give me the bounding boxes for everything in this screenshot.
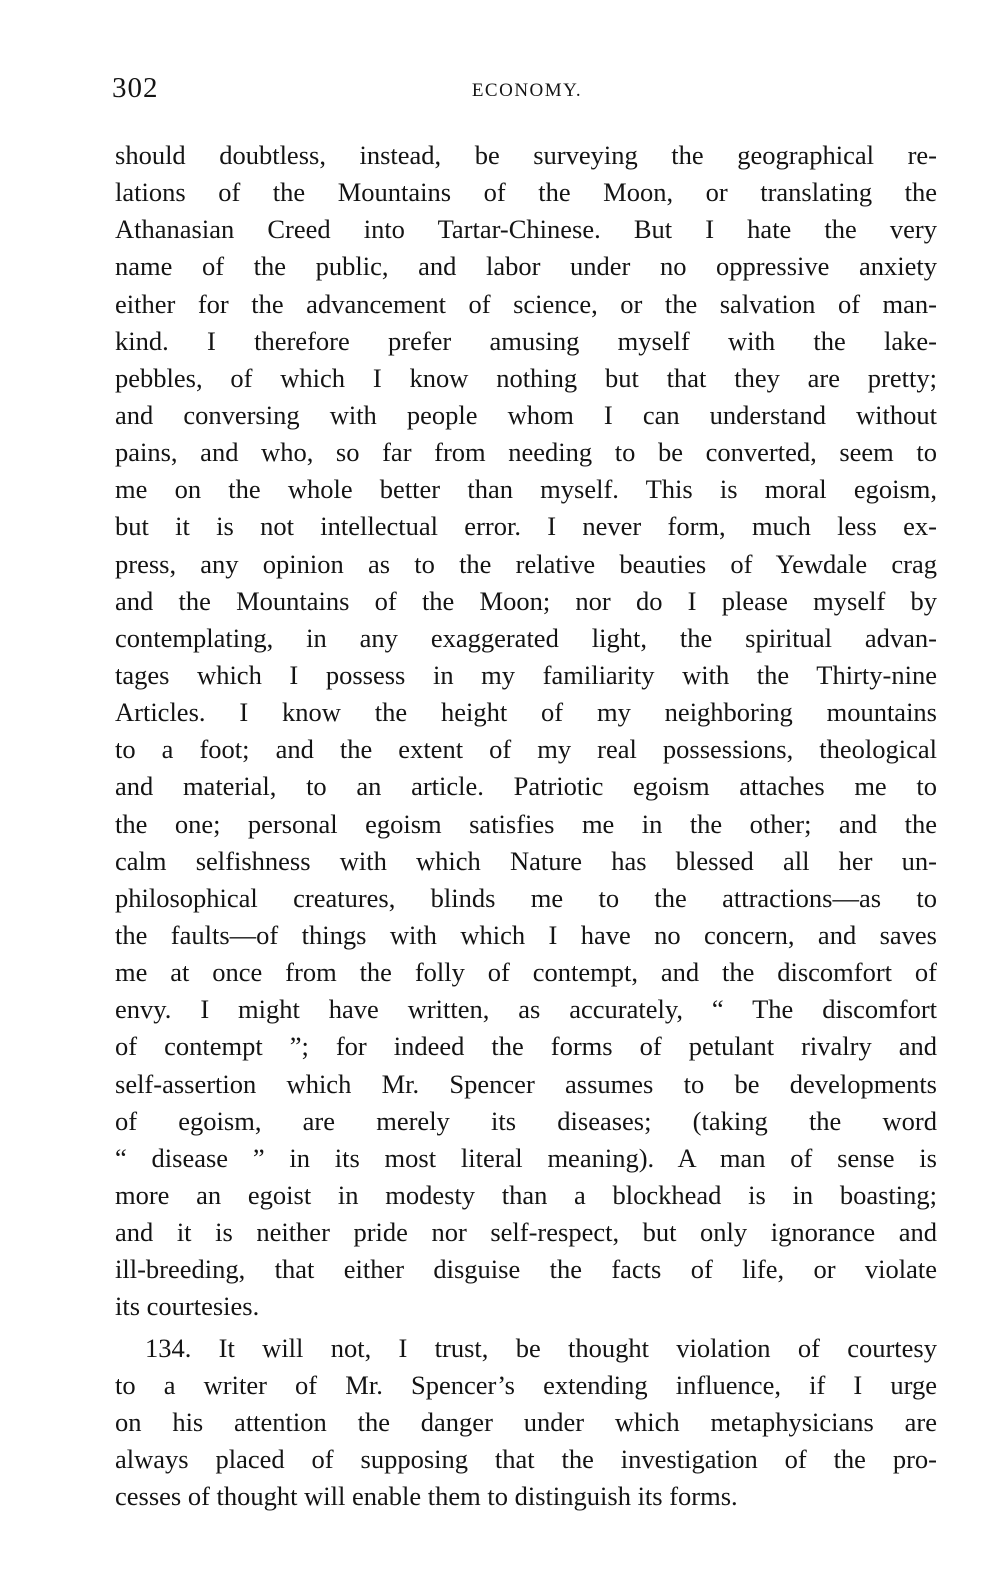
text-line: pains, and who, so far from needing to be converted, seem to (115, 437, 937, 468)
paragraph-1 (115, 137, 937, 1326)
text-line: ill-breeding, that either disguise the facts of life, or violate (115, 1254, 937, 1285)
text-line: and it is neither pride nor self-respect, but only ignorance and (115, 1217, 937, 1248)
text-line: of egoism, are merely its diseases; (taking the word (115, 1105, 937, 1136)
page-header (112, 72, 942, 112)
page-number: 302 (112, 72, 159, 104)
text-line: kind. I therefore prefer amusing myself with the lake- (115, 325, 937, 356)
text-line: me at once from the folly of contempt, and the discomfort of (115, 957, 937, 988)
text-line: pebbles, of which I know nothing but that they are pretty; (115, 362, 937, 393)
body-text (115, 137, 937, 1515)
text-line: Athanasian Creed into Tartar-Chinese. But I hate the very (115, 214, 937, 245)
text-line: always placed of supposing that the investigation of the pro- (115, 1443, 937, 1474)
text-line: envy. I might have written, as accurately, “ The discomfort (115, 994, 937, 1025)
text-line: either for the advancement of science, or the salvation of man- (115, 288, 937, 319)
text-line: me on the whole better than myself. This is moral egoism, (115, 474, 937, 505)
text-line: and the Mountains of the Moon; nor do I please myself by (115, 585, 937, 616)
text-line: but it is not intellectual error. I never form, much less ex- (115, 511, 937, 542)
text-line: to a foot; and the extent of my real possessions, theological (115, 734, 937, 765)
text-line: tages which I possess in my familiarity with the Thirty-nine (115, 659, 937, 690)
running-head: ECONOMY. (471, 80, 583, 101)
text-line: 134. It will not, I trust, be thought violation of courtesy (145, 1332, 937, 1363)
text-line: should doubtless, instead, be surveying the geographical re- (115, 140, 937, 170)
text-line: calm selfishness with which Nature has blessed all her un- (115, 845, 937, 876)
text-line: the faults—of things with which I have no concern, and saves (115, 919, 937, 950)
paragraph-2 (115, 1330, 937, 1516)
text-line: Articles. I know the height of my neighboring mountains (115, 697, 937, 728)
text-line: cesses of thought will enable them to distinguish its forms. (115, 1481, 738, 1512)
text-line: press, any opinion as to the relative beauties of Yewdale crag (115, 548, 937, 579)
text-line: more an egoist in modesty than a blockhead is in boasting; (115, 1179, 937, 1210)
text-line: of contempt ”; for indeed the forms of petulant rivalry and (115, 1031, 937, 1062)
text-line: to a writer of Mr. Spencer’s extending influence, if I urge (115, 1369, 937, 1400)
text-line: and conversing with people whom I can understand without (115, 399, 937, 430)
text-line: its courtesies. (115, 1291, 260, 1322)
text-line: self-assertion which Mr. Spencer assumes to be developments (115, 1068, 937, 1099)
text-line: name of the public, and labor under no oppressive anxiety (115, 251, 937, 282)
text-line: philosophical creatures, blinds me to the attractions—as to (115, 882, 937, 913)
text-line: contemplating, in any exaggerated light, the spiritual advan- (115, 622, 937, 653)
text-line: “ disease ” in its most literal meaning). A man of sense is (115, 1142, 937, 1173)
text-line: lations of the Mountains of the Moon, or translating the (115, 177, 937, 208)
text-line: on his attention the danger under which metaphysicians are (115, 1406, 937, 1437)
text-line: the one; personal egoism satisfies me in the other; and the (115, 808, 937, 839)
text-line: and material, to an article. Patriotic egoism attaches me to (115, 771, 937, 802)
